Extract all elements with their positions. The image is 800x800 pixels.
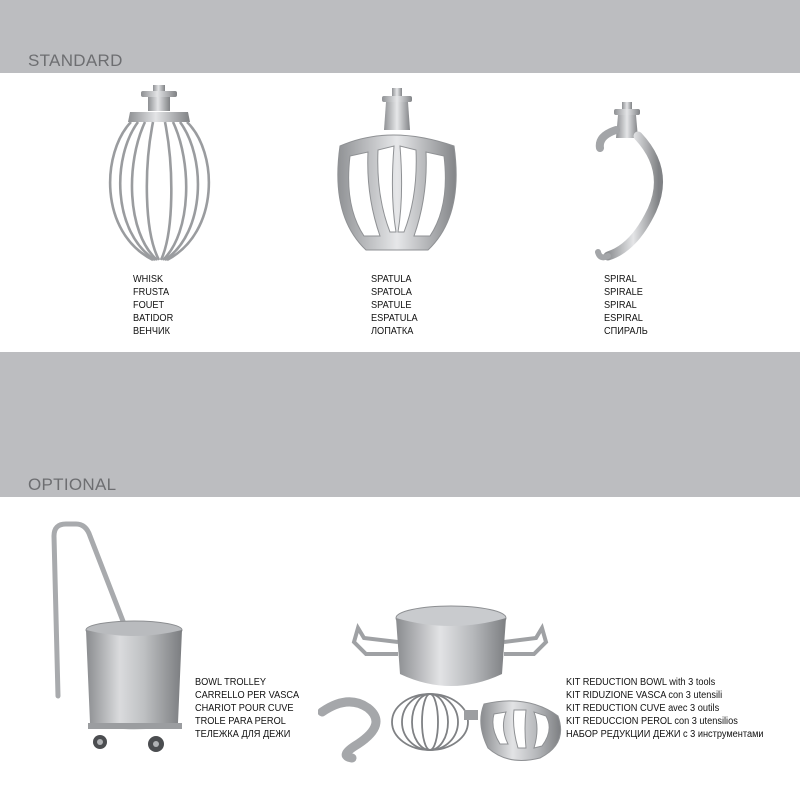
section-title-optional: OPTIONAL — [28, 475, 117, 494]
label-line: KIT REDUCCION PEROL con 3 utensilios — [566, 716, 738, 727]
label-line: SPATOLA — [371, 287, 412, 298]
label-line: НАБОР РЕДУКЦИИ ДЕЖИ с 3 инструментами — [566, 729, 764, 740]
label-line: FOUET — [133, 300, 165, 311]
spiral-image — [590, 100, 670, 265]
reduction-kit-icon — [318, 598, 566, 770]
spatula-icon — [330, 86, 465, 262]
bowl-trolley-image — [46, 518, 191, 758]
label-line: KIT REDUCTION CUVE avec 3 outils — [566, 703, 720, 714]
spiral-hook-icon — [590, 100, 670, 265]
label-line: TROLE PARA PEROL — [195, 716, 286, 727]
label-line: KIT RIDUZIONE VASCA con 3 utensili — [566, 690, 723, 701]
label-line: WHISK — [133, 274, 164, 285]
spatula-image — [330, 86, 465, 262]
label-line: SPIRAL — [604, 274, 637, 285]
label-line: SPATULE — [371, 300, 412, 311]
label-line: SPIRALE — [604, 287, 643, 298]
reduction-kit-image — [318, 598, 566, 770]
bowl-trolley-labels — [195, 676, 299, 741]
spiral-labels — [604, 273, 648, 338]
label-line: SPATULA — [371, 274, 412, 285]
label-line: ESPATULA — [371, 313, 418, 324]
spatula-labels — [371, 273, 418, 338]
label-line: CHARIOT POUR CUVE — [195, 703, 294, 714]
label-line: FRUSTA — [133, 287, 170, 298]
whisk-image — [98, 82, 220, 268]
section-title-standard: STANDARD — [28, 51, 123, 70]
label-line: KIT REDUCTION BOWL with 3 tools — [566, 677, 716, 688]
label-line: SPIRAL — [604, 300, 637, 311]
label-line: ТЕЛЕЖКА ДЛЯ ДЕЖИ — [195, 729, 291, 740]
whisk-icon — [98, 82, 220, 268]
optional-header-band — [0, 352, 800, 497]
label-line: ВЕНЧИК — [133, 326, 171, 337]
label-line: CARRELLO PER VASCA — [195, 690, 300, 701]
label-line: СПИРАЛЬ — [604, 326, 648, 337]
reduction-kit-labels — [566, 676, 764, 741]
whisk-labels — [133, 273, 173, 338]
label-line: BATIDOR — [133, 313, 174, 324]
label-line: ESPIRAL — [604, 313, 643, 324]
label-line: ЛОПАТКА — [371, 326, 414, 337]
bowl-trolley-icon — [46, 518, 191, 758]
label-line: BOWL TROLLEY — [195, 677, 267, 688]
